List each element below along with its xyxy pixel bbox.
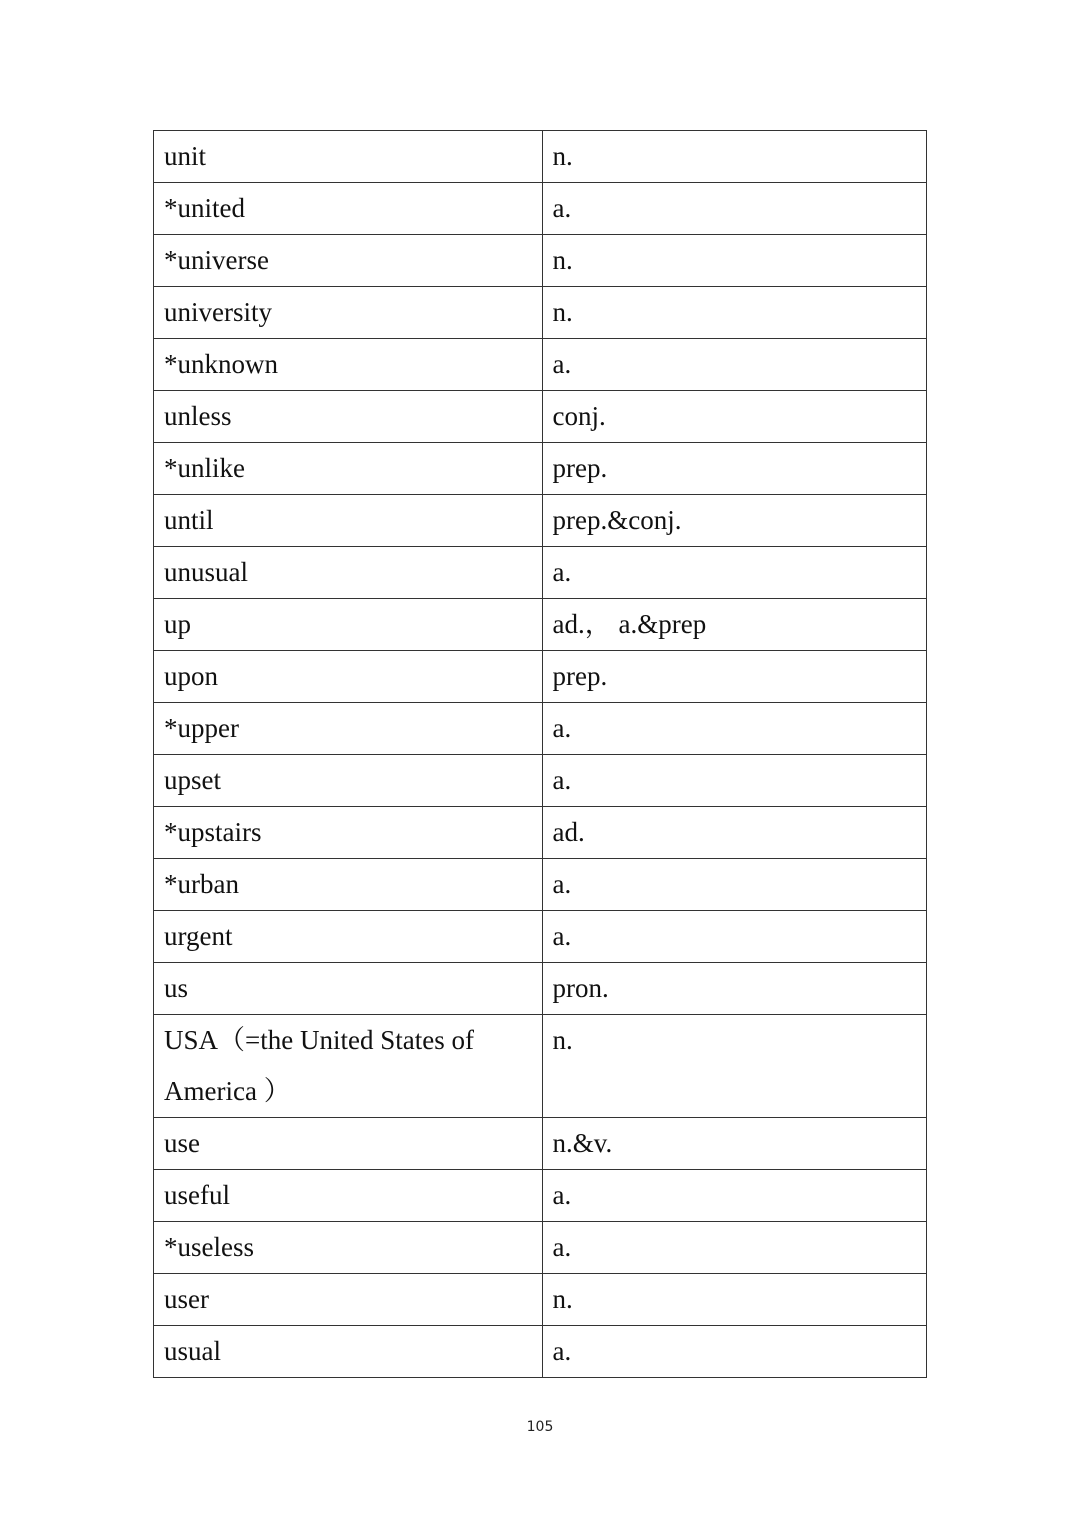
word-cell: upon (154, 651, 543, 703)
word-cell: *upstairs (154, 807, 543, 859)
word-cell: user (154, 1274, 543, 1326)
table-row (154, 391, 927, 443)
part-of-speech-cell: prep. (542, 651, 927, 703)
part-of-speech-cell: n. (542, 287, 927, 339)
table-row (154, 287, 927, 339)
word-cell: university (154, 287, 543, 339)
word-cell: *unknown (154, 339, 543, 391)
part-of-speech-cell: ad.， a.&prep (542, 599, 927, 651)
word-cell: *urban (154, 859, 543, 911)
word-cell: *upper (154, 703, 543, 755)
word-cell: upset (154, 755, 543, 807)
table-row (154, 963, 927, 1015)
table-row (154, 1326, 927, 1378)
part-of-speech-cell: n. (542, 1274, 927, 1326)
part-of-speech-cell: a. (542, 755, 927, 807)
table-row (154, 183, 927, 235)
word-cell: *unlike (154, 443, 543, 495)
table-row (154, 547, 927, 599)
table-row (154, 911, 927, 963)
page-number: 105 (526, 1419, 554, 1435)
table-row (154, 651, 927, 703)
part-of-speech-cell: a. (542, 911, 927, 963)
table-row (154, 703, 927, 755)
word-cell: unless (154, 391, 543, 443)
part-of-speech-cell: a. (542, 183, 927, 235)
word-cell: *useless (154, 1222, 543, 1274)
word-cell: unit (154, 131, 543, 183)
table-row (154, 339, 927, 391)
part-of-speech-cell: ad. (542, 807, 927, 859)
part-of-speech-cell: a. (542, 339, 927, 391)
word-cell: *universe (154, 235, 543, 287)
vocabulary-table (153, 130, 927, 1378)
word-cell: usual (154, 1326, 543, 1378)
part-of-speech-cell: conj. (542, 391, 927, 443)
part-of-speech-cell: a. (542, 547, 927, 599)
part-of-speech-cell: prep.&conj. (542, 495, 927, 547)
part-of-speech-cell: pron. (542, 963, 927, 1015)
part-of-speech-cell: a. (542, 1326, 927, 1378)
word-cell: useful (154, 1170, 543, 1222)
part-of-speech-cell: a. (542, 703, 927, 755)
word-cell: urgent (154, 911, 543, 963)
part-of-speech-cell: a. (542, 1222, 927, 1274)
part-of-speech-cell: a. (542, 1170, 927, 1222)
table-row (154, 443, 927, 495)
table-row (154, 1170, 927, 1222)
word-cell: until (154, 495, 543, 547)
table-row (154, 235, 927, 287)
table-row (154, 755, 927, 807)
word-cell: up (154, 599, 543, 651)
table-row (154, 131, 927, 183)
part-of-speech-cell: a. (542, 859, 927, 911)
part-of-speech-cell: n.&v. (542, 1118, 927, 1170)
part-of-speech-cell: n. (542, 235, 927, 287)
table-row (154, 859, 927, 911)
word-cell: *united (154, 183, 543, 235)
word-cell: USA（=the United States of America ） (154, 1015, 543, 1118)
table-row (154, 495, 927, 547)
table-row (154, 1118, 927, 1170)
table-row (154, 599, 927, 651)
table-row (154, 1274, 927, 1326)
word-cell: us (154, 963, 543, 1015)
word-cell: unusual (154, 547, 543, 599)
part-of-speech-cell: n. (542, 1015, 927, 1118)
part-of-speech-cell: prep. (542, 443, 927, 495)
table-row (154, 1015, 927, 1118)
table-row (154, 1222, 927, 1274)
part-of-speech-cell: n. (542, 131, 927, 183)
word-cell: use (154, 1118, 543, 1170)
table-row (154, 807, 927, 859)
